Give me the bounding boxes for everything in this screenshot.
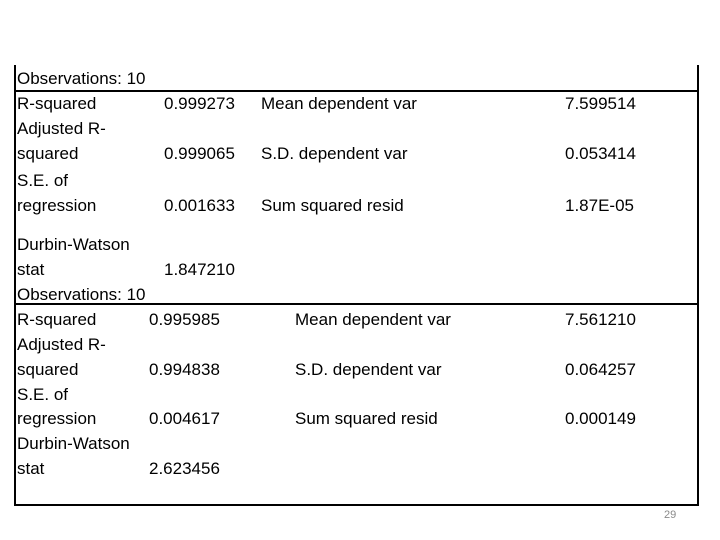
sum-squared-resid-label: Sum squared resid <box>261 196 404 215</box>
observations-label: Observations: 10 <box>17 285 146 304</box>
adjusted-r-squared-label-line2: squared <box>17 144 79 163</box>
se-regression-value: 0.001633 <box>164 196 235 215</box>
se-regression-label-line2: regression <box>17 409 97 428</box>
mean-dependent-var-value: 7.599514 <box>565 94 636 113</box>
r-squared-label: R-squared <box>17 310 97 329</box>
sd-dependent-var-label: S.D. dependent var <box>295 360 442 379</box>
sd-dependent-var-value: 0.064257 <box>565 360 636 379</box>
r-squared-value: 0.999273 <box>164 94 235 113</box>
observations-label: Observations: 10 <box>17 69 146 88</box>
se-regression-label-line1: S.E. of <box>17 171 69 190</box>
sd-dependent-var-value: 0.053414 <box>565 144 636 163</box>
adjusted-r-squared-value: 0.994838 <box>149 360 220 379</box>
mean-dependent-var-value: 7.561210 <box>565 310 636 329</box>
durbin-watson-label-line1: Durbin-Watson <box>17 235 130 254</box>
sum-squared-resid-label: Sum squared resid <box>295 409 438 428</box>
adjusted-r-squared-value: 0.999065 <box>164 144 235 163</box>
sd-dependent-var-label: S.D. dependent var <box>261 144 408 163</box>
bottom-border <box>14 504 699 506</box>
left-border <box>14 65 16 506</box>
page-number: 29 <box>664 509 677 521</box>
se-regression-label-line1: S.E. of <box>17 385 69 404</box>
adjusted-r-squared-label-line2: squared <box>17 360 79 379</box>
divider-top <box>14 90 699 92</box>
durbin-watson-value: 1.847210 <box>164 260 235 279</box>
r-squared-value: 0.995985 <box>149 310 220 329</box>
se-regression-value: 0.004617 <box>149 409 220 428</box>
durbin-watson-label-line2: stat <box>17 459 45 478</box>
durbin-watson-label-line1: Durbin-Watson <box>17 434 130 453</box>
sum-squared-resid-value: 1.87E-05 <box>565 196 634 215</box>
durbin-watson-value: 2.623456 <box>149 459 220 478</box>
adjusted-r-squared-label-line1: Adjusted R- <box>17 335 106 354</box>
mean-dependent-var-label: Mean dependent var <box>295 310 451 329</box>
durbin-watson-label-line2: stat <box>17 260 45 279</box>
right-border <box>697 65 699 506</box>
r-squared-label: R-squared <box>17 94 97 113</box>
mean-dependent-var-label: Mean dependent var <box>261 94 417 113</box>
adjusted-r-squared-label-line1: Adjusted R- <box>17 119 106 138</box>
se-regression-label-line2: regression <box>17 196 97 215</box>
sum-squared-resid-value: 0.000149 <box>565 409 636 428</box>
